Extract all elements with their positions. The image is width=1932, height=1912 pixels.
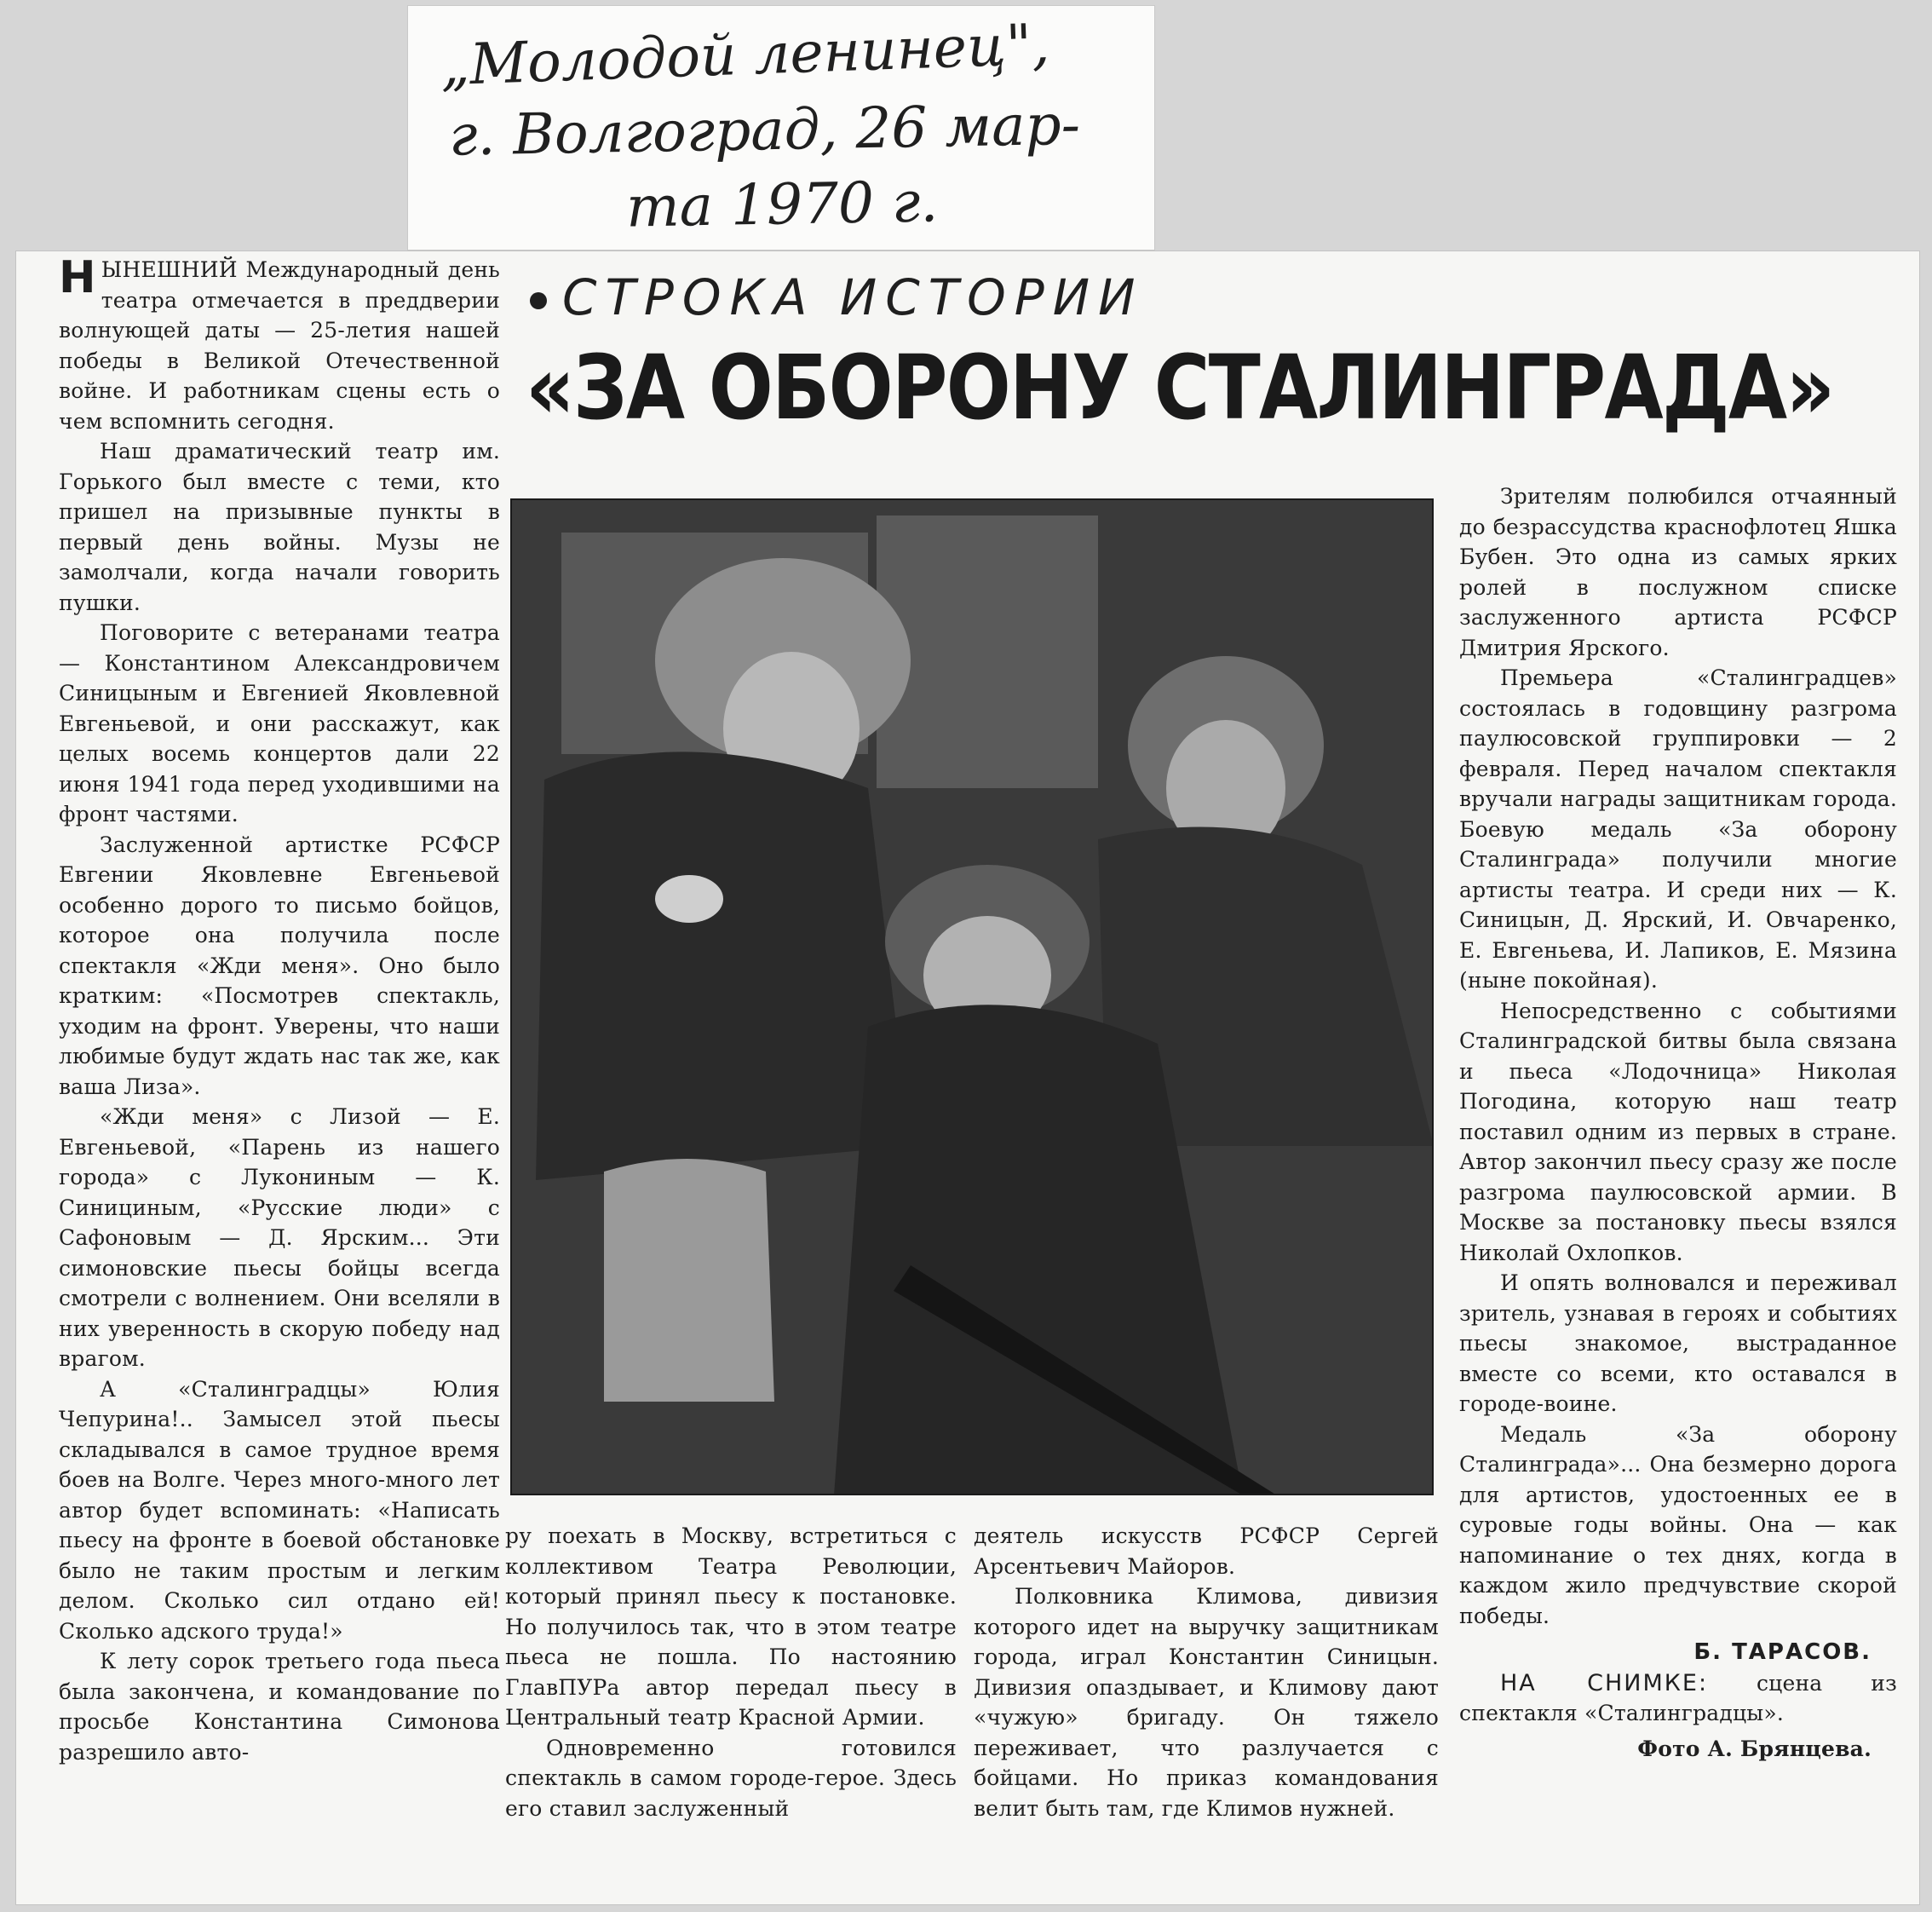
column-1 [59, 252, 500, 1767]
col1-paragraph-1: НЫНЕШНИЙ Международный день театра отмечается в преддверии волнующей даты — 25-летия нашей победы в Великой Отечественной войне. И работникам сцены есть о чем вспомнить сегодня. [59, 252, 500, 434]
col1-paragraph-6: А «Сталинградцы» Юлия Чепурина!.. Замысел этой пьесы складывался в самое трудное время боев на Волге. Через много-много лет автор будет вспоминать: «Написать пьесу на фронте в боевой обстановке было не таким простым и легким делом. Сколько сил отдано ей! Сколько адского труда!» [59, 1376, 500, 1644]
col4-paragraph-3: Непосредственно с событиями Сталинградской битвы была связана и пьеса «Лодочница» Николая Погодина, которую наш театр поставил одним из первых в стране. Автор закончил пьесу сразу же после разгрома паулюсовской армии. В Москве за постановку пьесы взялся Николай Охлопков. [1459, 998, 1897, 1265]
headline: «ЗА ОБОРОНУ СТАЛИНГРАДА» [526, 336, 1834, 440]
col1-paragraph-3: Поговорите с ветеранами театра — Константином Александровичем Синицыным и Евгенией Яковлевной Евгеньевой, и они расскажут, как целых восемь концертов дали 22 июня 1941 года перед уходившими на фронт частями. [59, 620, 500, 826]
drop-cap: Н [59, 252, 96, 303]
col4-paragraph-1: Зрителям полюбился отчаянный до безрассудства краснофлотец Яшка Бубен. Это одна из самых ярких ролей в послужном списке заслуженного артиста РСФСР Дмитрия Ярского. [1459, 484, 1897, 660]
col2-paragraph-1: ру поехать в Москву, встретиться с коллективом Театра Революции, который принял пьесу к постановке. Но получилось так, что в этом театре пьеса не пошла. По настоянию ГлавПУРа автор передал пьесу в Центральный театр Красной Армии. [505, 1523, 957, 1730]
newspaper-clipping [15, 251, 1920, 1905]
handwritten-source-note [407, 5, 1155, 251]
photo-illustration [510, 498, 1434, 1495]
column-3 [974, 1521, 1439, 1823]
col3-paragraph-2: Полковника Климова, дивизия которого идет на выручку защитникам города, играл Константин Синицын. Дивизия опаздывает, и Климову дают «чужую» бригаду. Он тяжело переживает, что разлучается с бойцами. Но приказ командования велит быть там, где Климов нужней. [974, 1584, 1439, 1821]
col4-paragraph-2: Премьера «Сталинградцев» состоялась в годовщину разгрома паулюсовской группировки — 2 февраля. Перед началом спектакля вручали награды защитникам города. Боевую медаль «За оборону Сталинграда» получили многие артисты театра. И среди них — К. Синицын, Д. Ярский, И. Овчаренко, Е. Евгеньева, И. Лапиков, Е. Мязина (ныне покойная). [1459, 665, 1897, 993]
photo-caption [1459, 1668, 1897, 1729]
col4-paragraph-4: И опять волновался и переживал зритель, узнавая в героях и событиях пьесы знакомое, выстраданное вместе со всеми, кто оставался в городе-воине. [1459, 1270, 1897, 1416]
col2-paragraph-2: Одновременно готовился спектакль в самом городе-герое. Здесь его ставил заслуженный [505, 1735, 957, 1821]
photo-stage-scene [510, 498, 1434, 1495]
note-line-1: „Молодой ленинец", [439, 11, 1051, 99]
col1-paragraph-7: К лету сорок третьего года пьеса была закончена, и командование по просьбе Константина Симонова разрешило авто- [59, 1649, 500, 1765]
rubric: СТРОКА ИСТОРИИ [530, 268, 1144, 328]
photo-credit: Фото А. Брянцева. [1637, 1736, 1872, 1761]
caption-lead: НА СНИМКЕ: [1500, 1669, 1709, 1696]
column-4 [1459, 481, 1897, 1764]
col4-paragraph-5: Медаль «За оборону Сталинграда»... Она безмерно дорога для артистов, удостоенных ее в суровые годы войны. Она — как напоминание о тех днях, когда в каждом жило предчувствие скорой победы. [1459, 1421, 1897, 1628]
bullet-dot-icon [530, 292, 547, 309]
column-2 [505, 1521, 957, 1823]
col1-paragraph-2: Наш драматический театр им. Горького был вместе с теми, кто пришел на призывные пункты в первый день войны. Музы не замолчали, когда начали говорить пушки. [59, 439, 500, 615]
col1-paragraph-5: «Жди меня» с Лизой — Е. Евгеньевой, «Парень из нашего города» с Лукониным — К. Синициным, «Русские люди» с Сафоновым — Д. Ярским... Эти симоновские пьесы бойцы всегда смотрели с волнением. Они вселяли в них уверенность в скорую победу над врагом. [59, 1104, 500, 1371]
note-line-2: г. Волгоград, 26 мар- [448, 91, 1081, 169]
col3-paragraph-1: деятель искусств РСФСР Сергей Арсентьевич Майоров. [974, 1523, 1439, 1579]
author-signature: Б. ТАРАСОВ. [1693, 1639, 1872, 1665]
note-line-3: та 1970 г. [625, 169, 939, 240]
caption-text: сцена из спектакля «Сталинградцы». [1459, 1670, 1897, 1725]
col1-paragraph-4: Заслуженной артистке РСФСР Евгении Яковлевне Евгеньевой особенно дорого то письмо бойцов, которое она получила после спектакля «Жди меня». Оно было кратким: «Посмотрев спектакль, уходим на фронт. Уверены, что наши любимые будут ждать нас так же, как ваша Лиза». [59, 832, 500, 1099]
